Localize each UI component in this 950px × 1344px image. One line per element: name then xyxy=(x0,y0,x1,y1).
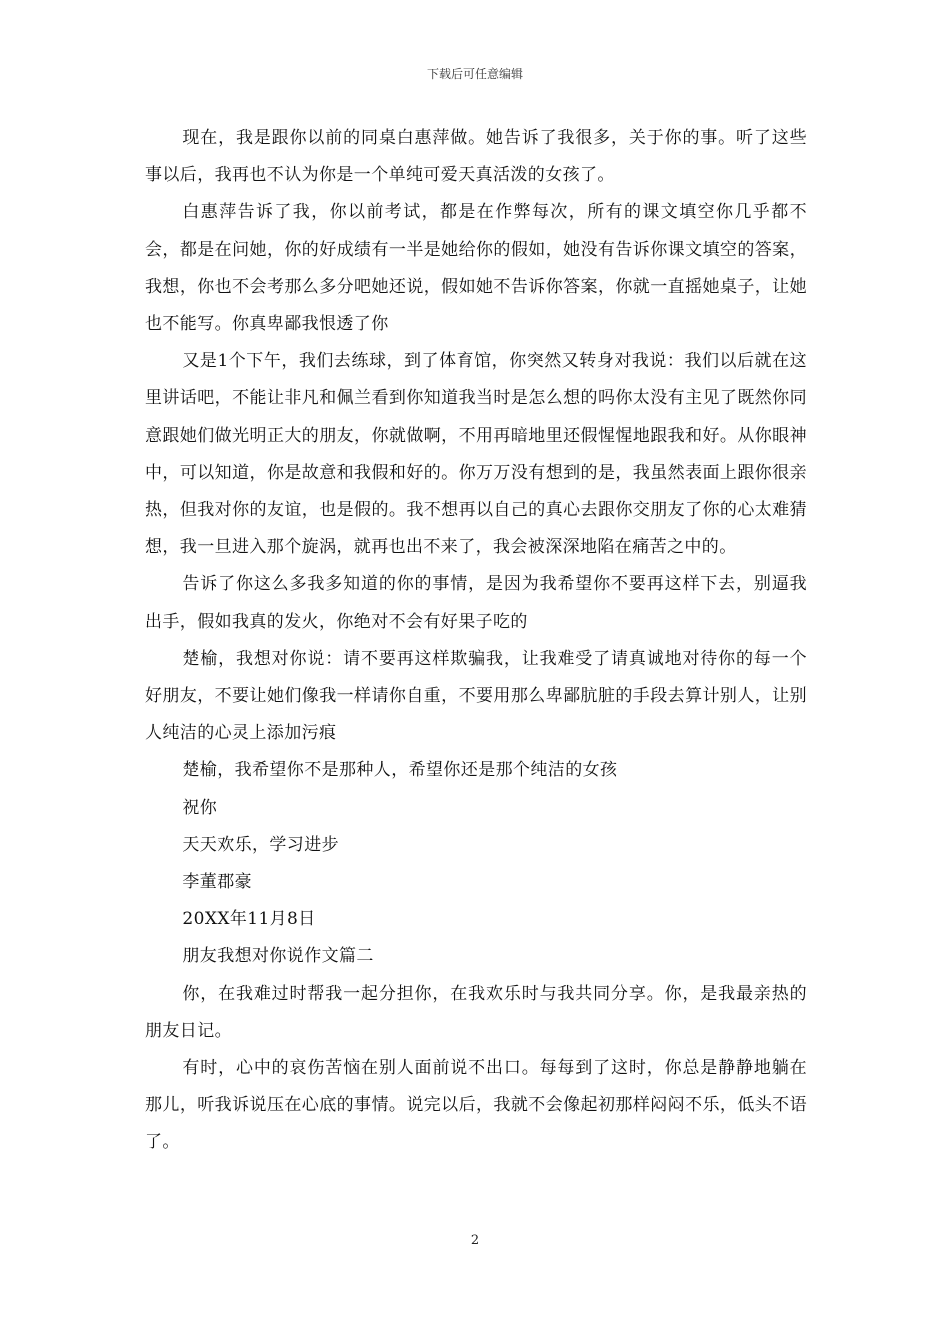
paragraph-6: 楚榆，我希望你不是那种人，希望你还是那个纯洁的女孩 xyxy=(182,760,618,781)
paragraph-12: 你，在我难过时帮我一起分担你，在我欢乐时与我共同分享。你，是我最亲热的朋友日记。 xyxy=(145,983,807,1041)
page-header-note: 下载后可任意编辑 xyxy=(426,67,523,81)
paragraph-4: 告诉了你这么多我多知道的你的事情，是因为我希望你不要再这样下去，别逼我出手，假如我真的发火，你绝对不会有好果子吃的 xyxy=(145,574,807,632)
paragraph-13: 有时，心中的哀伤苦恼在别人面前说不出口。每每到了这时，你总是静静地躺在那儿，听我诉说压在心底的事情。说完以后，我就不会像起初那样闷闷不乐，低头不语了。 xyxy=(145,1058,807,1153)
section-heading: 朋友我想对你说作文篇二 xyxy=(182,946,374,967)
paragraph-2: 白惠萍告诉了我，你以前考试，都是在作弊每次，所有的课文填空你几乎都不会，都是在问她，你的好成绩有一半是她给你的假如，她没有告诉你课文填空的答案，我想，你也不会考那么多分吧她还说，假如她不告诉你答案，你就一直摇她桌子，让她也不能写。你真卑鄙我恨透了你 xyxy=(145,202,807,335)
document-body xyxy=(145,120,807,1162)
salutation-line: 祝你 xyxy=(182,797,218,818)
signature-name: 李董郡豪 xyxy=(182,872,252,893)
page-number: 2 xyxy=(470,1233,480,1248)
paragraph-1: 现在，我是跟你以前的同桌白惠萍做。她告诉了我很多，关于你的事。听了这些事以后，我再也不认为你是一个单纯可爱天真活泼的女孩了。 xyxy=(145,128,807,186)
paragraph-5: 楚榆，我想对你说：请不要再这样欺骗我，让我难受了请真诚地对待你的每一个好朋友，不要让她们像我一样请你自重，不要用那么卑鄙肮脏的手段去算计别人，让别人纯洁的心灵上添加污痕 xyxy=(145,648,807,744)
signature-date: 20XX年11月8日 xyxy=(182,909,316,930)
wish-line: 天天欢乐，学习进步 xyxy=(182,834,339,855)
paragraph-3: 又是1个下午，我们去练球，到了体育馆，你突然又转身对我说：我们以后就在这里讲话吧，不能让非凡和佩兰看到你知道我当时是怎么想的吗你太没有主见了既然你同意跟她们做光明正大的朋友，你就做啊，不用再暗地里还假惺惺地跟我和好。从你眼神中，可以知道，你是故意和我假和好的。你万万没有想到的是，我虽然表面上跟你很亲热，但我对你的友谊，也是假的。我不想再以自己的真心去跟你交朋友了你的心太难猜想，我一旦进入那个旋涡，就再也出不来了，我会被深深地陷在痛苦之中的。 xyxy=(145,351,807,558)
